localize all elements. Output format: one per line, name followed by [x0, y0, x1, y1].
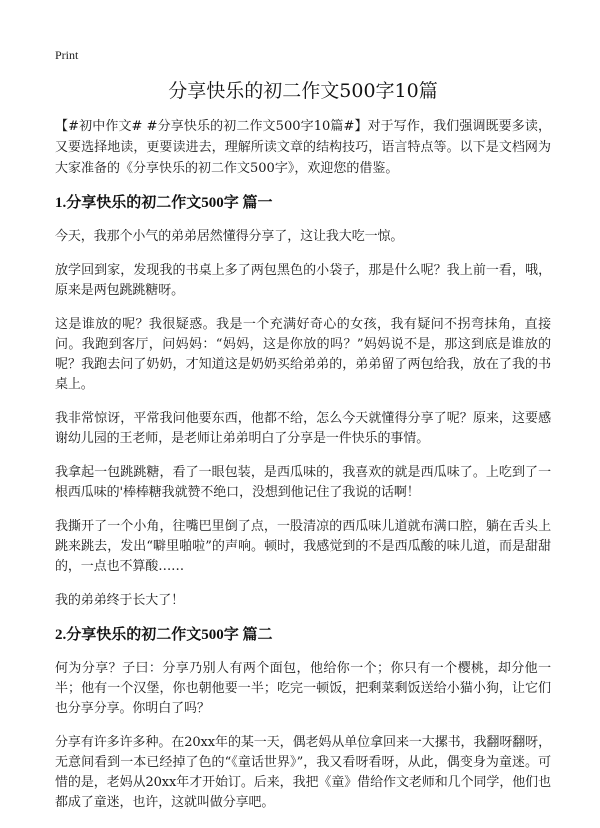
- paragraph: 我拿起一包跳跳糖，看了一眼包装，是西瓜味的，我喜欢的就是西瓜味了。上吃到了一根西瓜味的'棒棒糖我就赞不绝口，没想到他记住了我说的话啊！: [55, 465, 551, 500]
- section-1: [55, 193, 551, 611]
- intro-paragraph: 【#初中作文# #分享快乐的初二作文500字10篇#】对于写作，我们强调既要多读，又要选择地读，更要读进去，理解所读文章的结构技巧，语言特点等。以下是文档网为大家准备的《分享快乐的初二作文500字》，欢迎您的借鉴。: [55, 119, 551, 176]
- paragraph: 何为分享？子曰：分享乃别人有两个面包，他给你一个；你只有一个樱桃，却分他一半；他有一个汉堡，你也朝他要一半；吃完一顿饭，把剩菜剩饭送给小猫小狗，让它们也分享分享。你明白了吗？: [55, 661, 551, 716]
- paragraph: 放学回到家，发现我的书桌上多了两包黑色的小袋子，那是什么呢？我上前一看，哦，原来是两包跳跳糖呀。: [55, 263, 551, 298]
- paragraph: 这是谁放的呢？我很疑惑。我是一个充满好奇心的女孩，我有疑问不拐弯抹角，直接问。我跑到客厅，问妈妈：“妈妈，这是你放的吗？”妈妈说不是，那这到底是谁放的呢？我跑去问了奶奶，才知道这是奶奶买给弟弟的，弟弟留了两包给我，放在了我的书桌上。: [55, 317, 551, 392]
- section-heading: 2.分享快乐的初二作文500字 篇二: [55, 627, 273, 643]
- section-heading: 1.分享快乐的初二作文500字 篇一: [55, 195, 273, 211]
- section-2: [55, 625, 551, 813]
- paragraph: 我撕开了一个小角，往嘴巴里倒了点，一股清凉的西瓜味儿道就布满口腔，躺在舌头上跳来跳去，发出“噼里啪啦”的声响。顿时，我感觉到的不是西瓜酸的味儿道，而是甜甜的，一点也不算酸……: [55, 519, 551, 574]
- paragraph: 今天，我那个小气的弟弟居然懂得分享了，这让我大吃一惊。: [55, 229, 404, 244]
- paragraph: 我非常惊讶，平常我问他要东西，他都不给，怎么今天就懂得分享了呢？原来，这要感谢幼儿园的王老师，是老师让弟弟明白了分享是一件快乐的事情。: [55, 411, 551, 446]
- document-body: [55, 78, 551, 827]
- paragraph: 分享有许多许多种。在20xx年的某一天，偶老妈从单位拿回来一大摞书，我翻呀翻呀，无意间看到一本已经掉了色的“《童话世界》”，我又看呀看呀，从此，偶变身为童迷。可惜的是，老妈从20xx年才开始订。后来，我把《童》借给作文老师和几个同学，他们也都成了童迷，也许，这就叫做分享吧。: [55, 735, 551, 810]
- print-link[interactable]: Print: [55, 48, 79, 62]
- paragraph: 我的弟弟终于长大了！: [55, 593, 185, 608]
- page-title: 分享快乐的初二作文500字10篇: [168, 80, 438, 102]
